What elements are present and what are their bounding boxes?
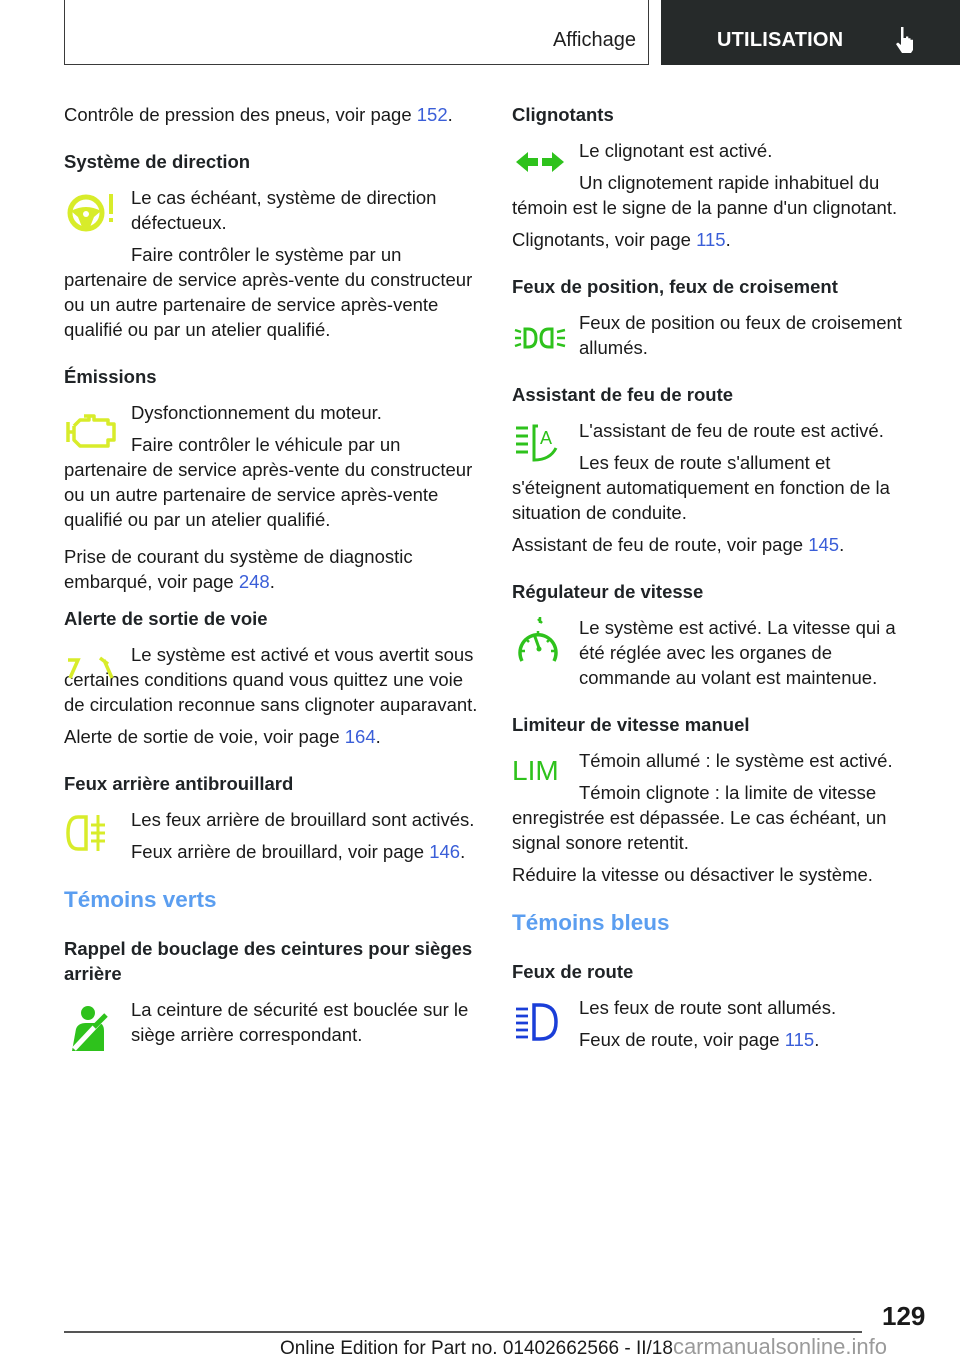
page-link[interactable]: 146 <box>429 841 461 862</box>
high-beam-ref: Feux de route, voir page 115. <box>579 1029 820 1050</box>
blue-indicators-heading: Témoins bleus <box>512 910 670 935</box>
page-link[interactable]: 152 <box>416 104 448 125</box>
svg-text:A: A <box>540 428 553 448</box>
high-beam-icon <box>512 999 568 1043</box>
turn-signal-heading: Clignotants <box>512 104 614 125</box>
watermark: carmanualsonline.info <box>672 1334 887 1359</box>
turn-signal-ref: Clignotants, voir page 115. <box>512 229 731 250</box>
turn-signal-text-1: Le clignotant est activé. <box>579 140 773 161</box>
section-tab <box>64 0 649 65</box>
footer-edition: Online Edition for Part no. 01402662566 - II/18carmanualsonline.info <box>280 1334 887 1359</box>
high-beam-assist-heading: Assistant de feu de route <box>512 384 734 405</box>
lane-entry <box>64 642 484 717</box>
high-beam-assist-text-2: Les feux de route s'allument et s'éteignent automatiquement en fonction de la situation de conduite. <box>512 452 890 523</box>
page-link[interactable]: 164 <box>344 726 376 747</box>
limiter-heading: Limiteur de vitesse manuel <box>512 714 750 735</box>
high-beam-assist-icon <box>512 420 568 464</box>
diagnostic-ref: Prise de courant du système de diagnostic embarqué, voir page 248. <box>64 546 413 592</box>
lane-departure-icon <box>64 650 120 694</box>
cruise-heading: Régulateur de vitesse <box>512 581 704 602</box>
right-column <box>512 102 922 1052</box>
limiter-text-3: Réduire la vitesse ou désactiver le système. <box>512 864 873 885</box>
cruise-text-1: Le système est activé. La vitesse qui a été réglée avec les organes de commande au volant est maintenue. <box>579 617 896 688</box>
rear-fog-ref: Feux arrière de brouillard, voir page 146. <box>131 841 466 862</box>
rear-fog-heading: Feux arrière antibrouillard <box>64 773 294 794</box>
emissions-text-2: Faire contrôler le véhicule par un partenaire de service après-vente du constructeur ou un autre partenaire de service après-vente qualifié ou par un atelier qualifié. <box>64 434 473 530</box>
chapter-tab <box>661 0 960 65</box>
section-label: Affichage <box>552 29 636 51</box>
lim-indicator-icon: LIM <box>512 755 559 786</box>
seatbelt-icon <box>64 1003 120 1055</box>
limiter-entry <box>512 748 922 855</box>
lane-text-1: Le système est activé et vous avertit sous certaines conditions quand vous quittez une voie de circulation reconnue sans clignoter auparavant. <box>64 644 478 715</box>
page-link[interactable]: 248 <box>238 571 270 592</box>
emissions-heading: Émissions <box>64 366 157 387</box>
page-link[interactable]: 145 <box>808 534 840 555</box>
high-beam-assist-ref: Assistant de feu de route, voir page 145. <box>512 534 845 555</box>
rear-fog-text-1: Les feux arrière de brouillard sont activés. <box>131 809 475 830</box>
cruise-entry <box>512 615 922 690</box>
high-beam-text-1: Les feux de route sont allumés. <box>579 997 837 1018</box>
parking-low-beam-icon <box>512 318 568 362</box>
tire-pressure-ref: Contrôle de pression des pneus, voir page 152. <box>64 104 453 125</box>
rear-fog-entry <box>64 807 484 864</box>
emissions-text-1: Dysfonctionnement du moteur. <box>131 402 382 423</box>
seatbelt-entry <box>64 997 484 1047</box>
seatbelt-heading: Rappel de bouclage des ceintures pour sièges arrière <box>64 938 473 984</box>
steering-heading: Système de direction <box>64 151 251 172</box>
limiter-text-2: Témoin clignote : la limite de vitesse enregistrée est dépassée. Le cas échéant, un signal sonore retentit. <box>512 782 887 853</box>
limiter-text-1: Témoin allumé : le système est activé. <box>579 750 893 771</box>
lane-ref: Alerte de sortie de voie, voir page 164. <box>64 726 381 747</box>
steering-warning-icon <box>64 189 120 233</box>
high-beam-heading: Feux de route <box>512 961 634 982</box>
page-link[interactable]: 115 <box>696 229 726 250</box>
turn-signal-text-2: Un clignotement rapide inhabituel du témoin est le signe de la panne d'un clignotant. <box>512 172 898 218</box>
high-beam-assist-text-1: L'assistant de feu de route est activé. <box>579 420 884 441</box>
green-indicators-heading: Témoins verts <box>64 887 217 912</box>
chapter-label: UTILISATION <box>717 29 844 51</box>
page-link[interactable]: 115 <box>784 1029 815 1050</box>
low-beam-entry <box>512 310 922 360</box>
high-beam-entry <box>512 995 922 1052</box>
seatbelt-text-1: La ceinture de sécurité est bouclée sur le siège arrière correspondant. <box>131 999 469 1045</box>
steering-text-1: Le cas échéant, système de direction défectueux. <box>131 187 437 233</box>
steering-entry <box>64 185 484 342</box>
rear-fog-light-icon <box>64 811 120 855</box>
high-beam-assist-entry <box>512 418 922 525</box>
pointing-hand-icon <box>894 26 918 54</box>
cruise-control-icon <box>512 615 568 667</box>
engine-check-icon <box>64 412 120 456</box>
low-beam-text-1: Feux de position ou feux de croisement allumés. <box>579 312 902 358</box>
emissions-entry <box>64 400 484 532</box>
left-column <box>64 102 484 1047</box>
turn-signal-entry <box>512 138 922 220</box>
low-beam-heading: Feux de position, feux de croisement <box>512 276 838 297</box>
turn-signal-icon <box>512 140 568 184</box>
lane-heading: Alerte de sortie de voie <box>64 608 268 629</box>
steering-text-2: Faire contrôler le système par un partenaire de service après-vente du constructeur ou un autre partenaire de service après-vente qualifié ou par un atelier qualifié. <box>64 244 473 340</box>
page-number: 129 <box>882 1301 926 1331</box>
footer-divider <box>64 1331 862 1333</box>
